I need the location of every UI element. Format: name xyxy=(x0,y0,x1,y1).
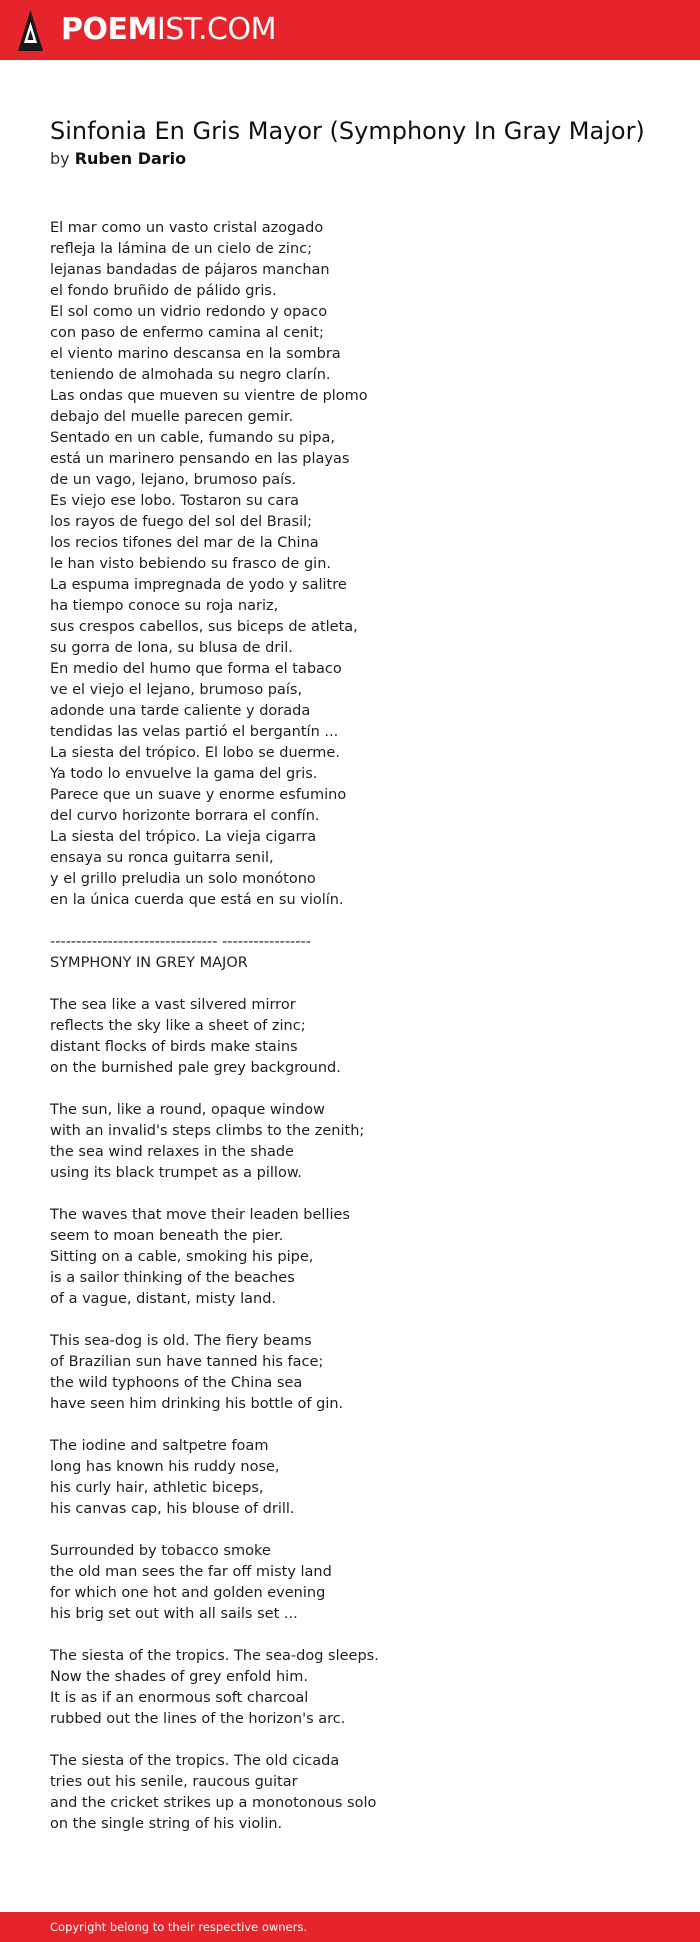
poem-line: The sea like a vast silvered mirror xyxy=(50,997,296,1013)
poem-line: lejanas bandadas de pájaros manchan xyxy=(50,262,330,278)
poem-line: and the cricket strikes up a monotonous solo xyxy=(50,1795,377,1811)
poem-line: Ya todo lo envuelve la gama del gris. xyxy=(50,766,318,782)
poem-line: La siesta del trópico. La vieja cigarra xyxy=(50,829,317,845)
poem-line: teniendo de almohada su negro clarín. xyxy=(50,367,331,383)
poem-line: Sitting on a cable, smoking his pipe, xyxy=(50,1249,314,1265)
poem-line: The waves that move their leaden bellies xyxy=(50,1207,350,1223)
poem-line: reflects the sky like a sheet of zinc; xyxy=(50,1018,306,1034)
poem-line: The iodine and saltpetre foam xyxy=(50,1438,269,1454)
logo-text-bold: POEM xyxy=(61,12,157,47)
poem-line: los recios tifones del mar de la China xyxy=(50,535,319,551)
stanza-break xyxy=(50,1079,670,1100)
poem-line: using its black trumpet as a pillow. xyxy=(50,1165,302,1181)
poem-line: y el grillo preludia un solo monótono xyxy=(50,871,316,887)
poem-line: La siesta del trópico. El lobo se duerme. xyxy=(50,745,340,761)
stanza-break xyxy=(50,1730,670,1751)
poem-line: distant flocks of birds make stains xyxy=(50,1039,298,1055)
poem-line: está un marinero pensando en las playas xyxy=(50,451,350,467)
poem-line: is a sailor thinking of the beaches xyxy=(50,1270,295,1286)
poem-line: del curvo horizonte borrara el confín. xyxy=(50,808,320,824)
poem-line: This sea-dog is old. The fiery beams xyxy=(50,1333,312,1349)
poem-line: El mar como un vasto cristal azogado xyxy=(50,220,324,236)
poem-line: his curly hair, athletic biceps, xyxy=(50,1480,264,1496)
poem-line: Es viejo ese lobo. Tostaron su cara xyxy=(50,493,300,509)
poem-line: of Brazilian sun have tanned his face; xyxy=(50,1354,324,1370)
poem-line: his brig set out with all sails set ... xyxy=(50,1606,298,1622)
author-name: Ruben Dario xyxy=(74,149,187,168)
poem-line: the sea wind relaxes in the shade xyxy=(50,1144,294,1160)
poem-line: ha tiempo conoce su roja nariz, xyxy=(50,598,279,614)
poem-title: Sinfonia En Gris Mayor (Symphony In Gray Major) xyxy=(50,117,645,145)
poem-line: seem to moan beneath the pier. xyxy=(50,1228,284,1244)
poem-line: le han visto bebiendo su frasco de gin. xyxy=(50,556,331,572)
poem-line: his canvas cap, his blouse of drill. xyxy=(50,1501,295,1517)
poem-line: on the single string of his violin. xyxy=(50,1816,283,1832)
stanza-break xyxy=(50,1520,670,1541)
stanza-break xyxy=(50,1625,670,1646)
poem-line: su gorra de lona, su blusa de dril. xyxy=(50,640,293,656)
poem-line: tries out his senile, raucous guitar xyxy=(50,1774,298,1790)
stanza-break xyxy=(50,911,670,932)
poem-line: adonde una tarde caliente y dorada xyxy=(50,703,311,719)
poem-line: los rayos de fuego del sol del Brasil; xyxy=(50,514,313,530)
poem-line: -------------------------------- ----------------- xyxy=(50,934,311,950)
poem-line: Las ondas que mueven su vientre de plomo xyxy=(50,388,368,404)
by-label: by xyxy=(50,149,70,168)
poem-line: ve el viejo el lejano, brumoso país, xyxy=(50,682,303,698)
poem-line: con paso de enfermo camina al cenit; xyxy=(50,325,324,341)
site-logo[interactable] xyxy=(61,10,276,50)
site-footer xyxy=(0,1912,700,1942)
poem-line: have seen him drinking his bottle of gin. xyxy=(50,1396,344,1412)
poem-line: refleja la lámina de un cielo de zinc; xyxy=(50,241,312,257)
poem-line: The siesta of the tropics. The old cicada xyxy=(50,1753,340,1769)
pen-nib-logo-icon[interactable] xyxy=(18,10,43,51)
poem-line: el fondo bruñido de pálido gris. xyxy=(50,283,277,299)
poem-line: SYMPHONY IN GREY MAJOR xyxy=(50,955,248,971)
stanza-break xyxy=(50,1184,670,1205)
poem-line: tendidas las velas partió el bergantín ... xyxy=(50,724,339,740)
copyright-text: Copyright belong to their respective owners. xyxy=(50,1920,308,1934)
logo-text-light: IST.COM xyxy=(156,12,276,47)
poem-line: with an invalid's steps climbs to the zenith; xyxy=(50,1123,365,1139)
poem-line: El sol como un vidrio redondo y opaco xyxy=(50,304,328,320)
poem-line: long has known his ruddy nose, xyxy=(50,1459,280,1475)
poem-line: It is as if an enormous soft charcoal xyxy=(50,1690,309,1706)
poem-line: Now the shades of grey enfold him. xyxy=(50,1669,308,1685)
poem-line: of a vague, distant, misty land. xyxy=(50,1291,277,1307)
stanza-break xyxy=(50,1415,670,1436)
poem-line: La espuma impregnada de yodo y salitre xyxy=(50,577,347,593)
poem-line: Sentado en un cable, fumando su pipa, xyxy=(50,430,335,446)
poem-line: en la única cuerda que está en su violín. xyxy=(50,892,344,908)
poem-line: the wild typhoons of the China sea xyxy=(50,1375,303,1391)
poem-body xyxy=(50,218,670,1835)
poem-line: Surrounded by tobacco smoke xyxy=(50,1543,271,1559)
poem-line: el viento marino descansa en la sombra xyxy=(50,346,341,362)
poem-line: rubbed out the lines of the horizon's arc. xyxy=(50,1711,346,1727)
poem-line: debajo del muelle parecen gemir. xyxy=(50,409,294,425)
site-header xyxy=(0,0,700,60)
poem-line: de un vago, lejano, brumoso país. xyxy=(50,472,297,488)
poem-line: En medio del humo que forma el tabaco xyxy=(50,661,342,677)
stanza-break xyxy=(50,1310,670,1331)
poem-line: for which one hot and golden evening xyxy=(50,1585,326,1601)
poem-line: Parece que un suave y enorme esfumino xyxy=(50,787,347,803)
stanza-break xyxy=(50,974,670,995)
poem-line: the old man sees the far off misty land xyxy=(50,1564,332,1580)
byline xyxy=(50,148,186,170)
poem-line: on the burnished pale grey background. xyxy=(50,1060,341,1076)
poem-line: The siesta of the tropics. The sea-dog sleeps. xyxy=(50,1648,379,1664)
poem-line: sus crespos cabellos, sus biceps de atleta, xyxy=(50,619,358,635)
poem-line: The sun, like a round, opaque window xyxy=(50,1102,325,1118)
poem-line: ensaya su ronca guitarra senil, xyxy=(50,850,274,866)
